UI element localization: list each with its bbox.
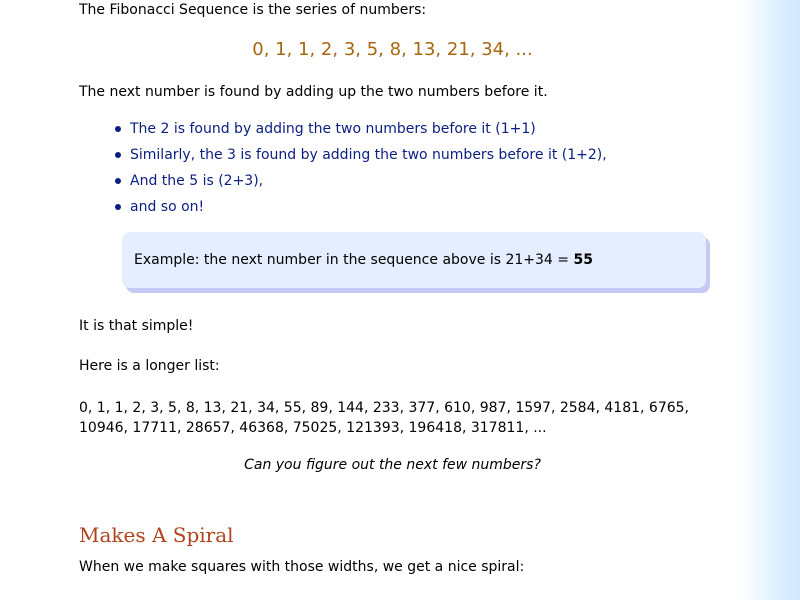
section-heading: Makes A Spiral: [79, 523, 234, 547]
next-number-text: The next number is found by adding up the two numbers before it.: [79, 84, 548, 100]
bullet-dot-icon: [115, 204, 121, 210]
bullet-dot-icon: [115, 126, 121, 132]
fibonacci-sequence-short: 0, 1, 1, 2, 3, 5, 8, 13, 21, 34, ...: [252, 39, 533, 60]
bullet-dot-icon: [115, 152, 121, 158]
list-item: Similarly, the 3 is found by adding the two numbers before it (1+2),: [79, 142, 607, 168]
spiral-text: When we make squares with those widths, we get a nice spiral:: [79, 559, 525, 575]
question-text: Can you figure out the next few numbers?: [244, 457, 541, 473]
list-item: And the 5 is (2+3),: [79, 168, 607, 194]
intro-text: The Fibonacci Sequence is the series of numbers:: [79, 2, 427, 18]
right-edge-gradient: [740, 0, 800, 600]
list-item: and so on!: [79, 194, 607, 220]
example-answer: 55: [573, 252, 593, 268]
list-item: The 2 is found by adding the two numbers before it (1+1): [79, 116, 607, 142]
example-box: [122, 232, 706, 288]
bullet-list: [79, 116, 607, 220]
simple-text: It is that simple!: [79, 318, 194, 334]
longer-list-intro: Here is a longer list:: [79, 358, 220, 374]
example-text: Example: the next number in the sequence above is 21+34 =: [134, 252, 574, 268]
bullet-dot-icon: [115, 178, 121, 184]
fibonacci-sequence-long: 0, 1, 1, 2, 3, 5, 8, 13, 21, 34, 55, 89, 144, 233, 377, 610, 987, 1597, 2584, 4181, 6765, 10946, 17711, 28657, 46368, 75025, 121393, 196418, 317811, ...: [79, 400, 690, 436]
